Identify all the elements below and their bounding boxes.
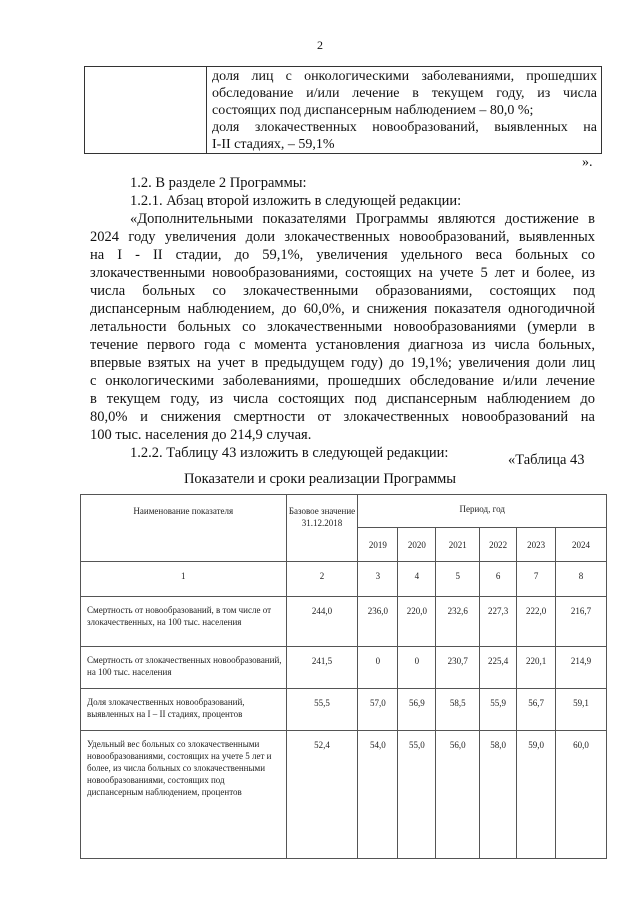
indicator-name: Удельный вес больных со злокачественными новообразованиями, состоящих на учете 5 лет и более, из числа больных со злокачественными новообразованиями, состоящих под диспансерным наблюдением, процентов <box>81 731 287 859</box>
column-number: 6 <box>480 562 517 597</box>
quote-line: на I - II стадии, до 59,1%, увеличения удельного веса больных со <box>90 247 595 263</box>
year-value: 56,9 <box>398 689 436 731</box>
column-number: 8 <box>556 562 607 597</box>
base-value: 241,5 <box>286 647 358 689</box>
column-number: 1 <box>81 562 287 597</box>
header-year: 2020 <box>398 528 436 562</box>
header-year: 2023 <box>517 528 556 562</box>
header-period: Период, год <box>358 495 607 528</box>
quote-line: злокачественными новообразованиями, состоящих на учете 5 лет и более, из <box>90 265 595 281</box>
year-value: 230,7 <box>436 647 480 689</box>
header-year: 2024 <box>556 528 607 562</box>
column-number: 5 <box>436 562 480 597</box>
indicators-table <box>80 494 607 859</box>
year-value: 55,9 <box>480 689 517 731</box>
header-year: 2021 <box>436 528 480 562</box>
table-text-line: доля злокачественных новообразований, выявленных на <box>212 120 597 135</box>
quote-line: 80,0% и снижения смертности от злокачественных новообразований на <box>90 409 595 425</box>
year-value: 220,1 <box>517 647 556 689</box>
year-value: 60,0 <box>556 731 607 859</box>
indicator-name: Смертность от новообразований, в том числе от злокачественных, на 100 тыс. населения <box>81 597 287 647</box>
quote-line: диспансерным наблюдением, до 60,0%, и снижения показателя одногодичной <box>90 301 595 317</box>
year-value: 54,0 <box>358 731 398 859</box>
quote-line: 100 тыс. населения до 214,9 случая. <box>90 427 312 443</box>
table-text-line: обследование и/или лечение в текущем году, из числа <box>212 86 597 101</box>
quote-line: числа больных со злокачественными образованиями, состоящих под <box>90 283 595 299</box>
quote-line: 2024 году увеличения доли злокачественных новообразований, выявленных <box>90 229 595 245</box>
section-heading: 1.2. В разделе 2 Программы: <box>130 175 307 191</box>
year-value: 59,1 <box>556 689 607 731</box>
year-value: 56,0 <box>436 731 480 859</box>
closing-quote: ». <box>582 155 593 170</box>
quote-line: в текущем году, из числа состоящих под диспансерным наблюдением до <box>90 391 595 407</box>
continued-table-fragment <box>84 66 602 154</box>
empty-left-cell <box>85 67 207 154</box>
subsection-heading: 1.2.1. Абзац второй изложить в следующей редакции: <box>130 193 462 209</box>
indicator-name: Смертность от злокачественных новообразований, на 100 тыс. населения <box>81 647 287 689</box>
base-value: 244,0 <box>286 597 358 647</box>
header-indicator-name: Наименование показателя <box>81 495 287 562</box>
quote-line: течение первого года с момента установления диагноза из числа больных, <box>90 337 595 353</box>
year-value: 227,3 <box>480 597 517 647</box>
base-value: 52,4 <box>286 731 358 859</box>
table-text-line: доля лиц с онкологическими заболеваниями, прошедших <box>212 69 597 84</box>
year-value: 57,0 <box>358 689 398 731</box>
year-value: 216,7 <box>556 597 607 647</box>
table-row <box>81 597 607 647</box>
table-row <box>81 689 607 731</box>
subsection-heading: 1.2.2. Таблицу 43 изложить в следующей редакции: <box>130 445 449 461</box>
quote-line: летальности больных со злокачественными новообразованиями (умерли в <box>90 319 595 335</box>
quote-line: впервые взятых на учет в предыдущем году) до 19,1%; увеличения доли лиц <box>90 355 595 371</box>
column-number: 7 <box>517 562 556 597</box>
year-value: 58,0 <box>480 731 517 859</box>
table-text-line: состоящих под диспансерным наблюдением – 80,0 %; <box>212 103 534 118</box>
year-value: 0 <box>398 647 436 689</box>
header-base-value: Базовое значение 31.12.2018 <box>286 495 358 562</box>
base-value: 55,5 <box>286 689 358 731</box>
indicator-name: Доля злокачественных новообразований, выявленных на I – II стадиях, процентов <box>81 689 287 731</box>
table-label: «Таблица 43 <box>508 452 585 468</box>
year-value: 236,0 <box>358 597 398 647</box>
column-number: 2 <box>286 562 358 597</box>
paragraph-1-2 <box>90 174 595 462</box>
page-number: 2 <box>317 38 323 52</box>
header-year: 2019 <box>358 528 398 562</box>
year-value: 214,9 <box>556 647 607 689</box>
header-year: 2022 <box>480 528 517 562</box>
year-value: 220,0 <box>398 597 436 647</box>
indicator-text-cell <box>207 67 602 154</box>
table-row <box>81 647 607 689</box>
table-caption: Показатели и сроки реализации Программы <box>183 471 457 487</box>
column-number: 4 <box>398 562 436 597</box>
quote-line: «Дополнительными показателями Программы являются достижение в <box>130 211 595 227</box>
quote-line: с онкологическими заболеваниями, прошедших обследование и/или лечение <box>90 373 595 389</box>
year-value: 225,4 <box>480 647 517 689</box>
year-value: 232,6 <box>436 597 480 647</box>
year-value: 55,0 <box>398 731 436 859</box>
year-value: 56,7 <box>517 689 556 731</box>
year-value: 58,5 <box>436 689 480 731</box>
column-number: 3 <box>358 562 398 597</box>
year-value: 59,0 <box>517 731 556 859</box>
table-text-line: I-II стадиях, – 59,1% <box>212 137 335 152</box>
year-value: 222,0 <box>517 597 556 647</box>
table-row <box>81 731 607 859</box>
year-value: 0 <box>358 647 398 689</box>
